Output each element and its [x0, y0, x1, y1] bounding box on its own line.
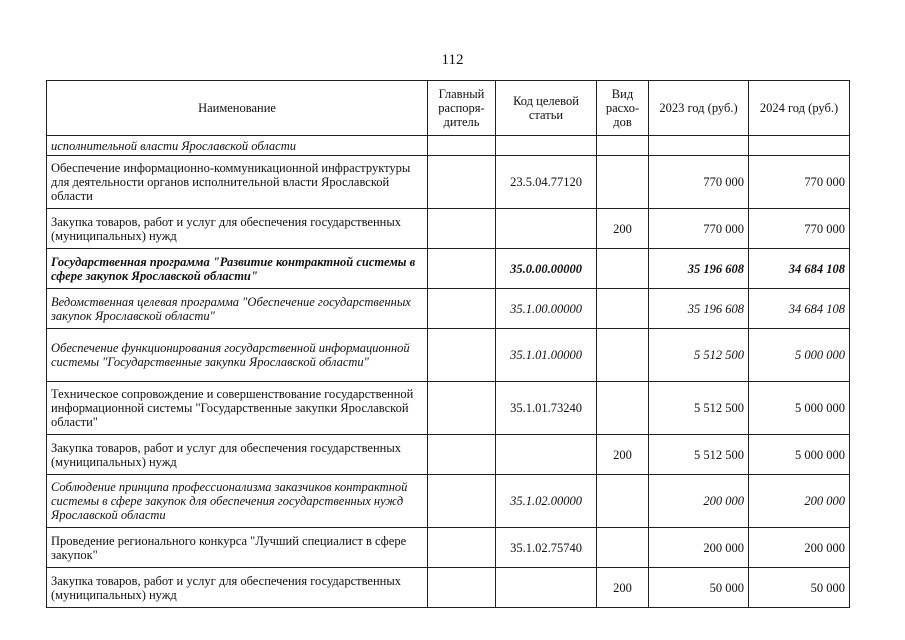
header-name: Наименование: [47, 81, 428, 136]
row-name: Государственная программа "Развитие контрактной системы в сфере закупок Ярославской области": [47, 249, 428, 289]
row-admin: [428, 289, 496, 329]
row-admin: [428, 209, 496, 249]
row-name: Закупка товаров, работ и услуг для обеспечения государственных (муниципальных) нужд: [47, 568, 428, 608]
row-code: 35.1.02.75740: [496, 528, 597, 568]
row-expense-type: [597, 156, 649, 209]
row-name: Закупка товаров, работ и услуг для обеспечения государственных (муниципальных) нужд: [47, 209, 428, 249]
row-expense-type: 200: [597, 568, 649, 608]
table-row: [47, 568, 850, 608]
row-admin: [428, 475, 496, 528]
row-2023: [649, 136, 749, 156]
row-expense-type: [597, 475, 649, 528]
table-row: [47, 528, 850, 568]
row-admin: [428, 435, 496, 475]
row-2024: 770 000: [749, 156, 850, 209]
row-2024: 34 684 108: [749, 289, 850, 329]
row-2023: 770 000: [649, 156, 749, 209]
row-name: исполнительной власти Ярославской области: [47, 136, 428, 156]
row-2023: 200 000: [649, 528, 749, 568]
row-name: Обеспечение информационно-коммуникационной инфраструктуры для деятельности органов исполнительной власти Ярославской области: [47, 156, 428, 209]
row-code: 23.5.04.77120: [496, 156, 597, 209]
row-code: [496, 435, 597, 475]
row-2024: 5 000 000: [749, 382, 850, 435]
page-number: 112: [441, 52, 464, 68]
row-code: [496, 209, 597, 249]
row-expense-type: 200: [597, 209, 649, 249]
row-expense-type: [597, 289, 649, 329]
row-expense-type: [597, 382, 649, 435]
header-code: Код целевой статьи: [496, 81, 597, 136]
header-expense-type: Вид расхо-дов: [597, 81, 649, 136]
row-expense-type: [597, 249, 649, 289]
table-row: [47, 475, 850, 528]
row-expense-type: [597, 136, 649, 156]
row-admin: [428, 249, 496, 289]
table-row: [47, 329, 850, 382]
row-2024: 200 000: [749, 475, 850, 528]
row-admin: [428, 156, 496, 209]
row-2023: 35 196 608: [649, 249, 749, 289]
row-code: [496, 136, 597, 156]
row-2023: 50 000: [649, 568, 749, 608]
row-name: Обеспечение функционирования государственной информационной системы "Государственные закупки Ярославской области": [47, 329, 428, 382]
row-2024: 200 000: [749, 528, 850, 568]
table-row: [47, 289, 850, 329]
header-2023: 2023 год (руб.): [649, 81, 749, 136]
header-row: [47, 81, 850, 136]
table-row: [47, 435, 850, 475]
row-2024: 50 000: [749, 568, 850, 608]
row-name: Закупка товаров, работ и услуг для обеспечения государственных (муниципальных) нужд: [47, 435, 428, 475]
row-2023: 35 196 608: [649, 289, 749, 329]
table-row: [47, 136, 850, 156]
row-name: Ведомственная целевая программа "Обеспечение государственных закупок Ярославской области": [47, 289, 428, 329]
row-name: Проведение регионального конкурса "Лучший специалист в сфере закупок": [47, 528, 428, 568]
row-2023: 770 000: [649, 209, 749, 249]
row-admin: [428, 136, 496, 156]
row-expense-type: [597, 329, 649, 382]
table-row: [47, 249, 850, 289]
row-name: Соблюдение принципа профессионализма заказчиков контрактной системы в сфере закупок для обеспечения государственных нужд Ярославской области: [47, 475, 428, 528]
row-code: 35.1.01.73240: [496, 382, 597, 435]
row-2023: 5 512 500: [649, 382, 749, 435]
row-2023: 5 512 500: [649, 329, 749, 382]
row-2023: 200 000: [649, 475, 749, 528]
header-2024: 2024 год (руб.): [749, 81, 850, 136]
row-code: 35.1.02.00000: [496, 475, 597, 528]
row-2024: 5 000 000: [749, 329, 850, 382]
row-code: 35.1.01.00000: [496, 329, 597, 382]
row-code: [496, 568, 597, 608]
row-2024: [749, 136, 850, 156]
row-name: Техническое сопровождение и совершенствование государственной информационной системы "Государственные закупки Ярославской области": [47, 382, 428, 435]
row-2024: 770 000: [749, 209, 850, 249]
row-code: 35.0.00.00000: [496, 249, 597, 289]
row-2024: 34 684 108: [749, 249, 850, 289]
row-admin: [428, 568, 496, 608]
header-admin: Главный распоря-дитель: [428, 81, 496, 136]
row-admin: [428, 329, 496, 382]
row-2024: 5 000 000: [749, 435, 850, 475]
row-admin: [428, 528, 496, 568]
table-row: [47, 382, 850, 435]
row-admin: [428, 382, 496, 435]
budget-table: [46, 80, 850, 608]
row-expense-type: [597, 528, 649, 568]
table-row: [47, 156, 850, 209]
row-expense-type: 200: [597, 435, 649, 475]
row-2023: 5 512 500: [649, 435, 749, 475]
table-row: [47, 209, 850, 249]
row-code: 35.1.00.00000: [496, 289, 597, 329]
